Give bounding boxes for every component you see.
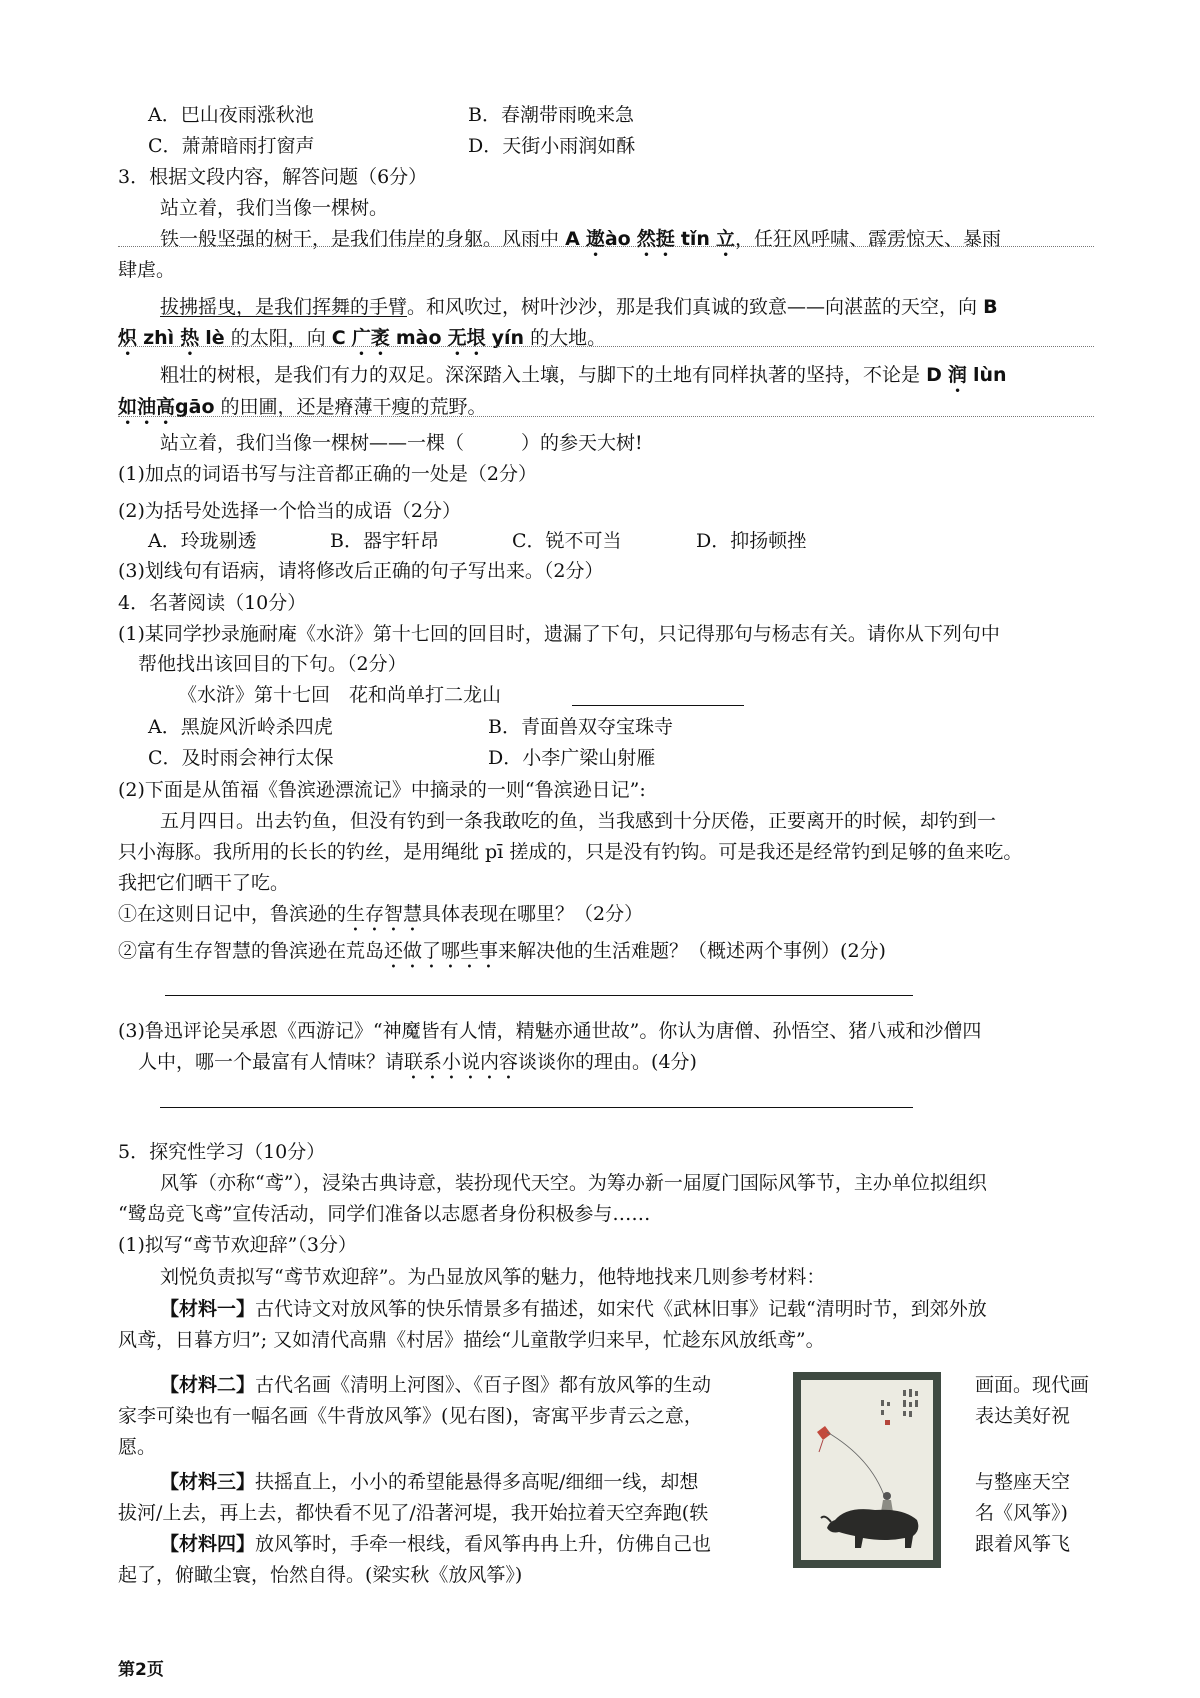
material-3-line1-right: 与整座天空 [975,1471,1071,1493]
material-1-line1: 【材料一】古代诗文对放风筝的快乐情景多有描述，如宋代《武林旧事》记载“清明时节，到郊外放 [160,1298,987,1320]
painting-illustration [801,1380,933,1560]
q4-diary-line2: 只小海豚。我所用的长长的钓丝，是用绳纰 pī 搓成的，只是没有钓钩。可是我还是经常钓到足够的鱼来吃。 [118,841,1023,863]
q3-sub3: (3)划线句有语病，请将修改后正确的句子写出来。（2分） [118,560,604,582]
q3-paragraph-3: 拔拂摇曳，是我们挥舞的手臂。和风吹过，树叶沙沙，那是我们真诚的致意——向湛蓝的天空，向 B [160,296,998,318]
q3-title: 3．根据文段内容，解答问题（6分） [118,166,428,188]
answer-line [160,1107,913,1108]
q5-title: 5．探究性学习（10分） [118,1141,326,1163]
material-2-line1-right: 画面。现代画 [975,1374,1090,1396]
q5-sub1-text: 刘悦负责拟写“鸢节欢迎辞”。为凸显放风筝的魅力，他特地找来几则参考材料： [160,1266,826,1288]
q4-sub3-line1: (3)鲁迅评论吴承恩《西游记》“神魔皆有人情，精魅亦通世故”。你认为唐僧、孙悟空、猪八戒和沙僧四 [118,1020,982,1042]
q4-option-c: C．及时雨会神行太保 [148,747,334,769]
material-2-line3: 愿。 [118,1436,157,1458]
q3-paragraph-1: 站立着，我们当像一棵树。 [160,197,389,219]
q3-paragraph-2-end: 肆虐。 [118,259,176,281]
dotted-divider [118,416,1094,417]
material-1-line2: 风鸢，日暮方归”; 又如清代高鼎《村居》描绘“儿童散学归来早，忙趁东风放纸鸢”。 [118,1329,825,1351]
q3-sub2-option-d: D．抑扬顿挫 [696,530,807,552]
material-4-line2: 起了，俯瞰尘寰，怡然自得。(梁实秋《放风筝》) [118,1564,523,1586]
q4-option-b: B．青面兽双夺宝珠寺 [488,716,673,738]
q4-sub3-line2: 人中，哪一个最富有人情味？请联系小说内容谈谈你的理由。(4分) [138,1051,697,1073]
q3-sub2-option-a: A．玲珑剔透 [148,530,257,552]
q4-sub2: (2)下面是从笛福《鲁滨逊漂流记》中摘录的一则“鲁滨逊日记”: [118,779,646,801]
material-4-line1: 【材料四】放风筝时，手牵一根线，看风筝冉冉上升，仿佛自己也 [160,1533,712,1555]
q2-option-a: A．巴山夜雨涨秋池 [148,104,314,126]
q4-sub1-line1: (1)某同学抄录施耐庵《水浒》第十七回的回目时，遗漏了下句，只记得那句与杨志有关。请你从下列句中 [118,623,1000,645]
dotted-divider [118,346,1094,347]
material-3-line2-right: 名《风筝》) [975,1502,1068,1524]
q4-option-a: A．黑旋风沂岭杀四虎 [148,716,333,738]
material-4-line1-right: 跟着风筝飞 [975,1533,1071,1555]
q3-paragraph-6: 如油高gāo 的田圃，还是瘠薄干瘦的荒野。 [118,396,487,418]
q3-paragraph-4: 炽 zhì 热 lè 的太阳，向 C 广袤 mào 无垠 yín 的大地。 [118,327,607,349]
q4-sub1-line2: 帮他找出该回目的下句。（2分） [138,653,407,675]
answer-blank [572,705,744,706]
q3-paragraph-5: 粗壮的树根，是我们有力的双足。深深踏入土壤，与脚下的土地有同样执著的坚持，不论是 D 润 lùn [160,364,1007,386]
material-2-line2: 家李可染也有一幅名画《牛背放风筝》(见右图)，寄寓平步青云之意， [118,1405,703,1427]
underlined-sentence: 拔拂摇曳，是我们挥舞的手臂 [160,296,408,318]
q3-sub1: (1)加点的词语书写与注音都正确的一处是（2分） [118,463,538,485]
q5-intro-line2: “鹭岛竞飞鸢”宣传活动，同学们准备以志愿者身份积极参与…… [118,1203,651,1225]
q5-sub1: (1)拟写“鸢节欢迎辞”（3分） [118,1234,357,1256]
kite-painting-image [793,1372,941,1568]
q3-sub2-option-c: C．锐不可当 [512,530,622,552]
material-2-line1: 【材料二】古代名画《清明上河图》、《百子图》都有放风筝的生动 [160,1374,712,1396]
q4-diary-line3: 我把它们晒干了吃。 [118,872,290,894]
q3-sub2: (2)为括号处选择一个恰当的成语（2分） [118,500,462,522]
material-2-line2-right: 表达美好祝 [975,1405,1071,1427]
q3-sub2-option-b: B．器宇轩昂 [330,530,439,552]
q5-intro-line1: 风筝（亦称“鸢”），浸染古典诗意，装扮现代天空。为筹办新一届厦门国际风筝节，主办单位拟组织 [160,1172,987,1194]
q4-title: 4．名著阅读（10分） [118,592,307,614]
dotted-divider [118,246,1094,247]
q4-question-a: ①在这则日记中，鲁滨逊的生存智慧具体表现在哪里？（2分） [118,903,644,925]
q2-option-c: C．萧萧暗雨打窗声 [148,135,315,157]
q4-question-b: ②富有生存智慧的鲁滨逊在荒岛还做了哪些事来解决他的生活难题？（概述两个事例）(2分) [118,940,886,962]
q4-diary-line1: 五月四日。出去钓鱼，但没有钓到一条我敢吃的鱼，当我感到十分厌倦，正要离开的时候，却钓到一 [160,810,997,832]
q2-option-d: D．天街小雨润如酥 [468,135,636,157]
answer-line [165,995,913,996]
q4-option-d: D．小李广梁山射雁 [488,747,656,769]
q3-paragraph-7: 站立着，我们当像一棵树——一棵（ ）的参天大树! [160,432,643,454]
page-number: 第2页 [118,1660,164,1680]
q4-chapter-title: 《水浒》第十七回 花和尚单打二龙山 [178,684,502,706]
material-3-line1: 【材料三】扶摇直上，小小的希望能悬得多高呢/细细一线，却想 [160,1471,699,1493]
material-3-line2: 拔河/上去，再上去，都快看不见了/沿著河堤，我开始拉着天空奔跑(轶 [118,1502,709,1524]
q2-option-b: B．春潮带雨晚来急 [468,104,634,126]
q3-paragraph-2: 铁一般坚强的树干，是我们伟岸的身躯。风雨中 A 遨ào 然挺 tǐn 立，任狂风呼啸、霹雳惊天、暴雨 [160,228,1002,250]
